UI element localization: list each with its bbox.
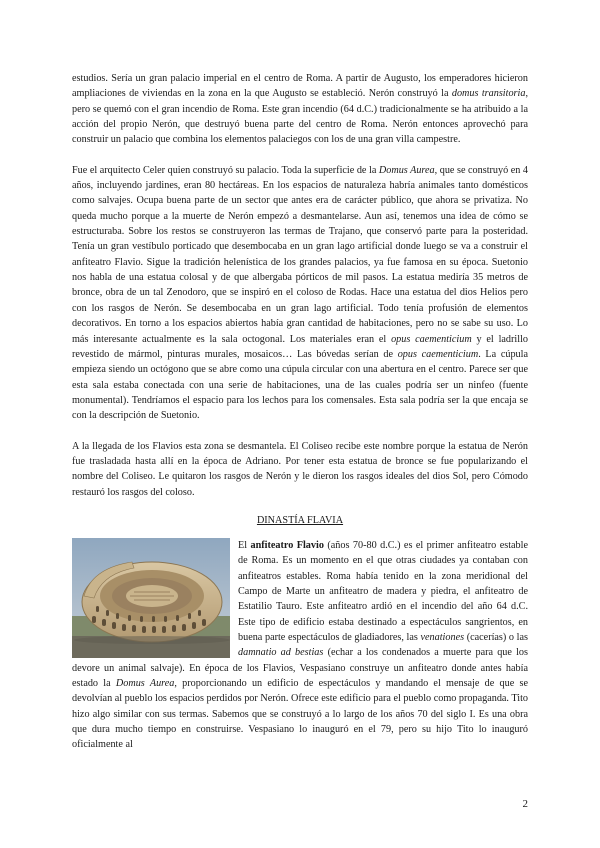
italic-term: venationes xyxy=(420,632,465,643)
italic-term: damnatio ad bestias xyxy=(238,647,324,659)
italic-term: opus caementicium xyxy=(391,333,472,345)
text-run: Fue el arquitecto Celer quien construyó su palacio. Toda la superficie de la xyxy=(72,164,379,176)
bold-term: anfiteatro Flavio xyxy=(250,539,324,551)
text-run: (años 70-80 d.C.) es el primer anfiteatro estable de Roma. Es un momento en el que otras ciudades ya contaban con anfiteatros estables. Roma había tenido en la zona meridional del Campo de Marte un anfiteatro de madera y piedra, el anfiteatro de Estatilio Tauro. Este anfiteatro ardió en el incendio del año 64 d.C. Este tipo de edificio estaba destinado a espectáculos sangrientos, en buena parte espectáculos de gladiadores, las xyxy=(238,539,529,643)
paragraph-domus-aurea xyxy=(72,163,528,424)
text-run: (echar a los condenados a muerte para que los devore un animal salvaje). En época de los Flavios, Vespasiano construye un anfiteatro donde antes había estado la xyxy=(72,647,528,690)
text-run: , pero se quemó con el gran incendio de Roma. Este gran incendio (64 d.C.) tradicionalmente se ha atribuido a la acción del propio Nerón, que destruyó buena parte del centro de Roma. Nerón entonces aprovechó para construir un palacio que combina los elementos palaciegos con los de una gran villa campestre. xyxy=(72,88,528,146)
paragraph-coliseo-name xyxy=(72,439,528,500)
page-number: 2 xyxy=(522,798,528,810)
italic-term: domus transitoria xyxy=(451,88,526,100)
text-run: , que se construyó en 4 años, incluyendo jardines, eran 80 hectáreas. En los espacios de naturaleza habría animales tanto domésticos como salvajes. Ocupa buena parte de un sector que antes era de carácter público, que ahora se privatiza. No queda mucho porque a la muerte de Nerón empezó a desmantelarse. Aun así, tenemos una idea de cómo se estructuraba. Sobre los restos se construyeron las termas de Trajano, que conservó parte para la posteridad. Tenía un gran vestíbulo porticado que desembocaba en un gran lago artificial donde luego se va a construir el anfiteatro Flavio. Sigue la tradición helenística de los grandes palacios, ya fue famosa en su época. Suetonio nos habla de una estatua colosal y de que albergaba pórticos de mil pasos. La estatua mediría 35 metros de bronce, obra de un tal Zenodoro, que se inspiró en el coloso de Rodas. Hace una estatua del dios Helios pero con los rasgos de Nerón. Se desembocaba en un gran lago artificial. Todo tenía profusión de elementos decorativos. En torno a los espacios abiertos había gran cantidad de habitaciones, pero no se sabe su uso. Lo más interesante actualmente es la sala octogonal. Los materiales eran el xyxy=(72,164,529,345)
text-run: y el ladrillo revestido de mármol, pinturas murales, mosaicos… Las bóvedas serían de xyxy=(72,333,528,360)
text-run: El xyxy=(238,539,251,551)
text-run: . La cúpula empieza siendo un octógono que se abre como una cúpula circular con una abertura en el centro. Parece ser que esta sala estaba conectada con una serie de habitaciones, una de las cuales podría ser un ninfeo (fuente monumental). Tendríamos el espacio para los lechos para los comensales. Esta sala podría ser la que encaja se con la descripción de Suetonio. xyxy=(72,348,528,422)
section-heading: DINASTÍA FLAVIA xyxy=(256,514,344,526)
text-run: estudios. Sería un gran palacio imperial en el centro de Roma. A partir de Augusto, los emperadores hicieron ampliaciones de viviendas en la zona en la que Augusto se estableció. Nerón construyó la xyxy=(72,73,528,100)
italic-term: opus caementicium xyxy=(397,348,479,360)
colosseum-image xyxy=(72,538,230,658)
italic-term: Domus Aurea xyxy=(378,164,435,176)
text-run: A la llegada de los Flavios esta zona se desmantela. El Coliseo recibe este nombre porque la estatua de Nerón fue trasladada hasta allí en la época de Adriano. Por tener esta estatua de bronce se fue popularizando el nombre del Coliseo. Le quitaron los rasgos de Nerón y le dieron los rasgos ideales del dios Sol, pero Cómodo restauró los rasgos del coloso. xyxy=(72,440,528,498)
italic-term: Domus Aurea xyxy=(115,678,175,690)
text-run: , proporcionando un edificio de espectáculos y mandando el mensaje de que se devolvían al pueblo los espacios perdidos por Nerón. Ofrece este edificio para el pueblo como propaganda. Tito hizo algo similar con sus termas. Sabemos que se construyó a lo largo de los años 70 del siglo I. Es una obra que dura mucho tiempo en construirse. Vespasiano lo inauguró en el 79, pero su hijo Tito lo inauguró oficialmente al xyxy=(72,678,528,751)
text-run: (cacerías) o las xyxy=(464,632,528,643)
paragraph-domus-transitoria xyxy=(72,71,528,148)
